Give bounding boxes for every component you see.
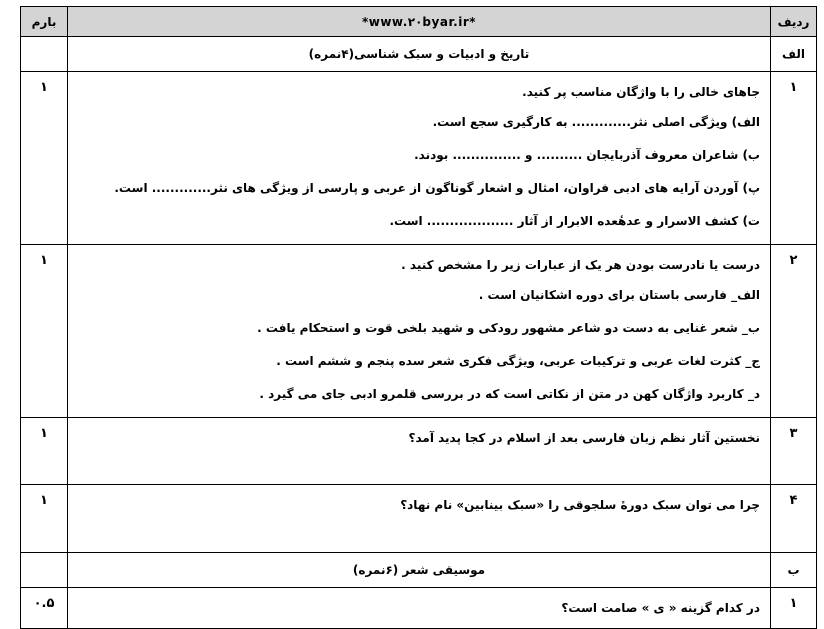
header-radif: ردیف [771,7,817,37]
question-line: ب) شاعران معروف آذربایجان .......... و ............... بودند. [414,148,760,162]
section-title: تاریخ و ادبیات و سبک شناسی(۴نمره) [68,37,771,72]
question-body [68,72,771,245]
question-points: ۱ [21,485,68,553]
header-barem: بارم [21,7,68,37]
question-line: نخستین آثار نظم زبان فارسی بعد از اسلام در کجا پدید آمد؟ [408,431,760,445]
question-line: ب_ شعر غنایی به دست دو شاعر مشهور رودکی و شهید بلخی قوت و استحکام یافت . [257,321,760,335]
question-body [68,418,771,485]
section-row-b [21,553,817,588]
question-body [68,485,771,553]
question-points: ۱ [21,72,68,245]
question-number: ۱ [771,588,817,629]
exam-table [20,6,817,629]
question-number: ۳ [771,418,817,485]
question-row-5 [21,588,817,629]
question-line: در کدام گزینه « ی » صامت است؟ [561,601,760,615]
question-line: د_ کاربرد واژگان کهن در متن از نکاتی است که در بررسی قلمرو ادبی جای می گیرد . [259,387,760,401]
question-number: ۲ [771,245,817,418]
section-points [21,553,68,588]
section-row-a [21,37,817,72]
header-website: *www.۲۰byar.ir* [68,7,771,37]
question-body [68,245,771,418]
question-points: ۱ [21,245,68,418]
question-line: الف) ویژگی اصلی نثر............. به کارگیری سجع است. [432,115,760,129]
question-body [68,588,771,629]
question-points: ۰.۵ [21,588,68,629]
table-header [21,7,817,37]
section-letter: الف [771,37,817,72]
question-line: درست یا نادرست بودن هر یک از عبارات زیر را مشخص کنید . [401,258,760,272]
question-line: ت) کشف الاسرار و عدهٔعده الابرار از آثار ................... است. [389,214,760,228]
section-letter: ب [771,553,817,588]
section-points [21,37,68,72]
question-points: ۱ [21,418,68,485]
question-line: چرا می توان سبک دورهٔ سلجوقی را «سبک بینابین» نام نهاد؟ [400,498,760,512]
question-line: ج_ کثرت لغات عربی و ترکیبات عربی، ویژگی فکری شعر سده پنجم و ششم است . [276,354,760,368]
question-line: الف_ فارسی باستان برای دوره اشکانیان است . [478,288,760,302]
question-line: جاهای خالی را با واژگان مناسب پر کنید. [522,85,760,99]
section-title: موسیقی شعر (۶نمره) [68,553,771,588]
question-row-4 [21,485,817,553]
question-number: ۱ [771,72,817,245]
question-line: پ) آوردن آرایه های ادبی فراوان، امثال و اشعار گوناگون از عربی و پارسی از ویژگی های نثر............. است. [114,181,760,195]
question-row-3 [21,418,817,485]
question-row-1 [21,72,817,245]
question-number: ۴ [771,485,817,553]
question-row-2 [21,245,817,418]
